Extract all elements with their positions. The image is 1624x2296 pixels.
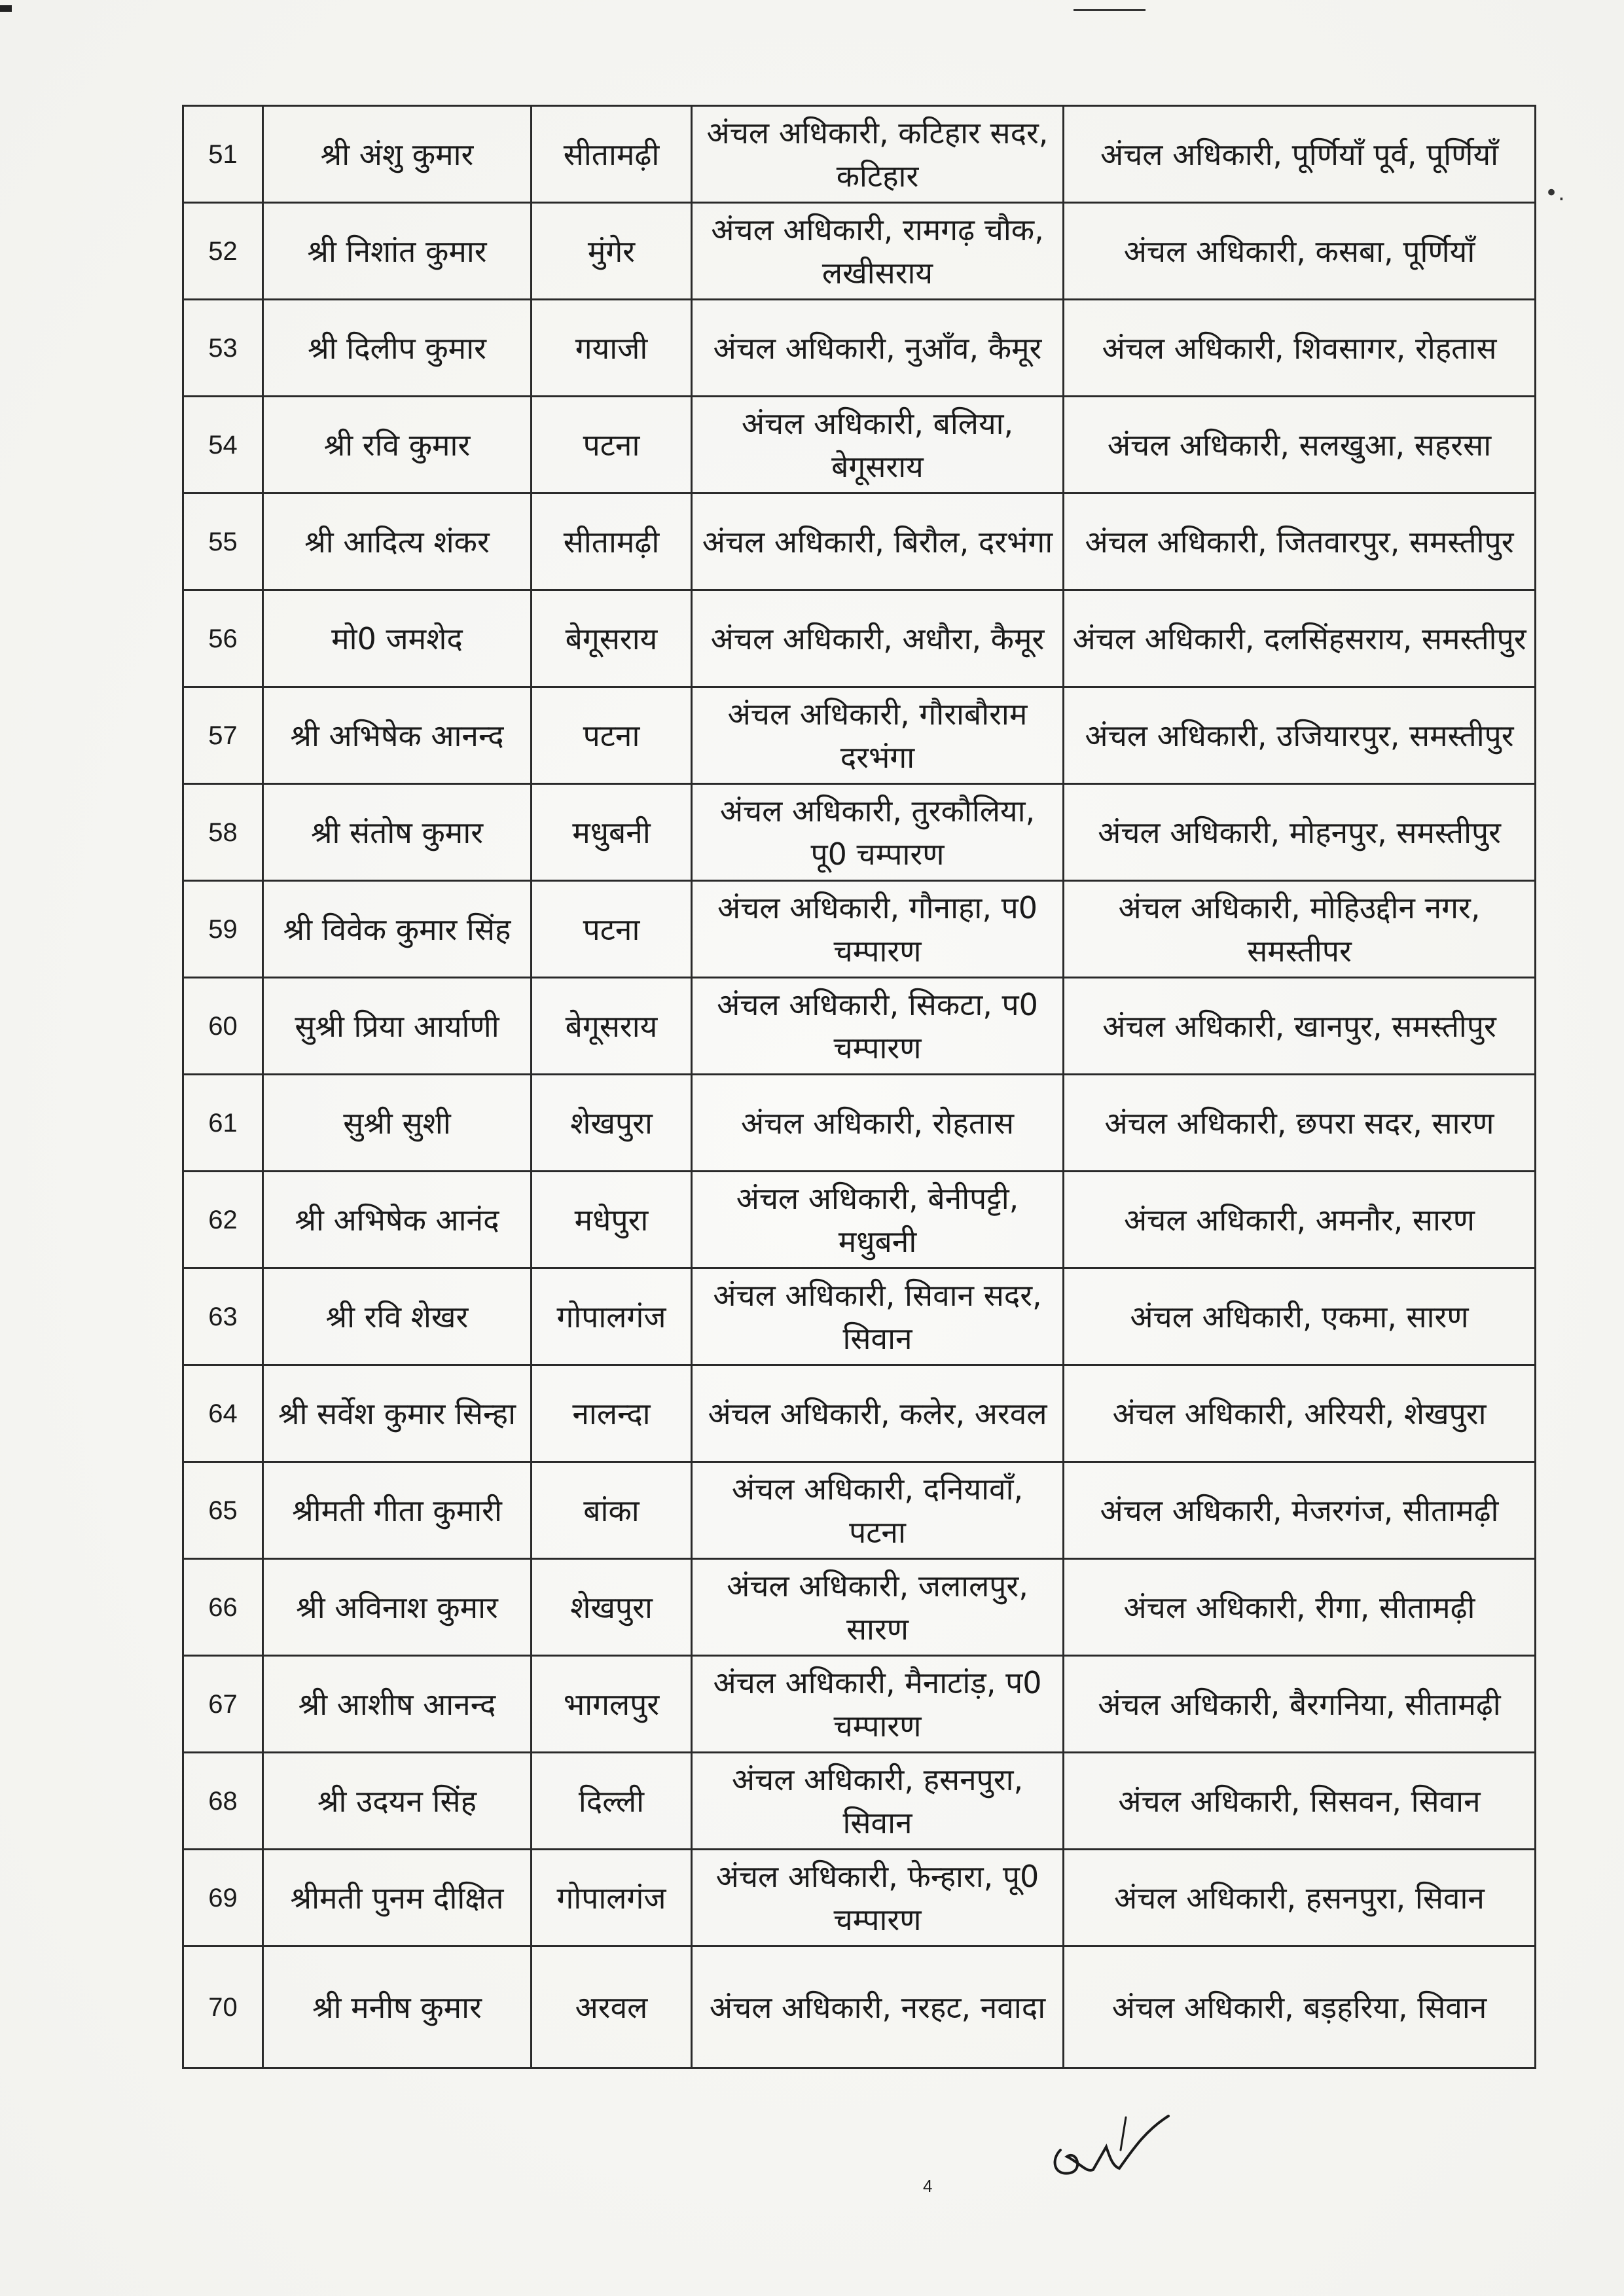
table-row xyxy=(183,1268,1536,1365)
home-district: गोपालगंज xyxy=(532,1850,692,1946)
home-district: शेखपुरा xyxy=(532,1075,692,1172)
table-row xyxy=(183,1172,1536,1268)
table-row xyxy=(183,590,1536,687)
table-row xyxy=(183,1656,1536,1753)
new-posting: अंचल अधिकारी, अमनौर, सारण xyxy=(1064,1172,1536,1268)
serial-number: 55 xyxy=(183,493,263,590)
serial-number: 57 xyxy=(183,687,263,784)
serial-number: 70 xyxy=(183,1946,263,2068)
home-district: पटना xyxy=(532,881,692,978)
table-row xyxy=(183,1075,1536,1172)
table-row xyxy=(183,784,1536,881)
table-row xyxy=(183,1462,1536,1559)
current-posting: अंचल अधिकारी, मैनाटांड़, प0 चम्पारण xyxy=(692,1656,1064,1753)
new-posting: अंचल अधिकारी, रीगा, सीतामढ़ी xyxy=(1064,1559,1536,1656)
current-posting: अंचल अधिकारी, गौनाहा, प0 चम्पारण xyxy=(692,881,1064,978)
serial-number: 68 xyxy=(183,1753,263,1850)
home-district: भागलपुर xyxy=(532,1656,692,1753)
table-row xyxy=(183,1850,1536,1946)
home-district: पटना xyxy=(532,397,692,493)
officer-name: सुश्री सुशी xyxy=(263,1075,532,1172)
table-row xyxy=(183,493,1536,590)
new-posting: अंचल अधिकारी, मोहिउद्दीन नगर, समस्तीपर xyxy=(1064,881,1536,978)
serial-number: 63 xyxy=(183,1268,263,1365)
new-posting: अंचल अधिकारी, शिवसागर, रोहतास xyxy=(1064,300,1536,397)
serial-number: 58 xyxy=(183,784,263,881)
current-posting: अंचल अधिकारी, हसनपुरा, सिवान xyxy=(692,1753,1064,1850)
new-posting: अंचल अधिकारी, दलसिंहसराय, समस्तीपुर xyxy=(1064,590,1536,687)
home-district: बेगूसराय xyxy=(532,590,692,687)
home-district: पटना xyxy=(532,687,692,784)
new-posting: अंचल अधिकारी, बड़हरिया, सिवान xyxy=(1064,1946,1536,2068)
officer-name: श्री आदित्य शंकर xyxy=(263,493,532,590)
new-posting: अंचल अधिकारी, जितवारपुर, समस्तीपुर xyxy=(1064,493,1536,590)
officer-name: श्री उदयन सिंह xyxy=(263,1753,532,1850)
serial-number: 64 xyxy=(183,1365,263,1462)
home-district: गोपालगंज xyxy=(532,1268,692,1365)
serial-number: 56 xyxy=(183,590,263,687)
new-posting: अंचल अधिकारी, मोहनपुर, समस्तीपुर xyxy=(1064,784,1536,881)
current-posting: अंचल अधिकारी, बिरौल, दरभंगा xyxy=(692,493,1064,590)
officer-name: श्री रवि कुमार xyxy=(263,397,532,493)
table-row xyxy=(183,106,1536,203)
page-number: 4 xyxy=(923,2176,933,2196)
home-district: गयाजी xyxy=(532,300,692,397)
officer-name: श्री मनीष कुमार xyxy=(263,1946,532,2068)
new-posting: अंचल अधिकारी, एकमा, सारण xyxy=(1064,1268,1536,1365)
current-posting: अंचल अधिकारी, सिकटा, प0 चम्पारण xyxy=(692,978,1064,1075)
new-posting: अंचल अधिकारी, सिसवन, सिवान xyxy=(1064,1753,1536,1850)
officer-name: श्री आशीष आनन्द xyxy=(263,1656,532,1753)
current-posting: अंचल अधिकारी, तुरकौलिया, पू0 चम्पारण xyxy=(692,784,1064,881)
current-posting: अंचल अधिकारी, कटिहार सदर, कटिहार xyxy=(692,106,1064,203)
officer-name: श्री दिलीप कुमार xyxy=(263,300,532,397)
home-district: मधेपुरा xyxy=(532,1172,692,1268)
table-row xyxy=(183,397,1536,493)
home-district: बांका xyxy=(532,1462,692,1559)
serial-number: 60 xyxy=(183,978,263,1075)
table-row xyxy=(183,203,1536,300)
new-posting: अंचल अधिकारी, अरियरी, शेखपुरा xyxy=(1064,1365,1536,1462)
serial-number: 52 xyxy=(183,203,263,300)
current-posting: अंचल अधिकारी, गौराबौराम दरभंगा xyxy=(692,687,1064,784)
current-posting: अंचल अधिकारी, सिवान सदर, सिवान xyxy=(692,1268,1064,1365)
current-posting: अंचल अधिकारी, जलालपुर, सारण xyxy=(692,1559,1064,1656)
current-posting: अंचल अधिकारी, दनियावाँ, पटना xyxy=(692,1462,1064,1559)
serial-number: 51 xyxy=(183,106,263,203)
scan-mark xyxy=(1074,9,1146,11)
table-row xyxy=(183,978,1536,1075)
table-row xyxy=(183,1559,1536,1656)
serial-number: 69 xyxy=(183,1850,263,1946)
home-district: मुंगेर xyxy=(532,203,692,300)
table-row xyxy=(183,1946,1536,2068)
officer-name: श्रीमती पुनम दीक्षित xyxy=(263,1850,532,1946)
officer-name: श्री अविनाश कुमार xyxy=(263,1559,532,1656)
serial-number: 66 xyxy=(183,1559,263,1656)
new-posting: अंचल अधिकारी, पूर्णियाँ पूर्व, पूर्णियाँ xyxy=(1064,106,1536,203)
transfer-table xyxy=(182,105,1536,2069)
officer-name: श्री विवेक कुमार सिंह xyxy=(263,881,532,978)
home-district: अरवल xyxy=(532,1946,692,2068)
table-row xyxy=(183,881,1536,978)
serial-number: 61 xyxy=(183,1075,263,1172)
serial-number: 53 xyxy=(183,300,263,397)
serial-number: 65 xyxy=(183,1462,263,1559)
table-row xyxy=(183,687,1536,784)
home-district: सीतामढ़ी xyxy=(532,106,692,203)
table-row xyxy=(183,1753,1536,1850)
new-posting: अंचल अधिकारी, खानपुर, समस्तीपुर xyxy=(1064,978,1536,1075)
officer-name: श्री सर्वेश कुमार सिन्हा xyxy=(263,1365,532,1462)
officer-name: सुश्री प्रिया आर्याणी xyxy=(263,978,532,1075)
new-posting: अंचल अधिकारी, बैरगनिया, सीतामढ़ी xyxy=(1064,1656,1536,1753)
table-row xyxy=(183,300,1536,397)
scan-mark xyxy=(0,5,12,12)
new-posting: अंचल अधिकारी, उजियारपुर, समस्तीपुर xyxy=(1064,687,1536,784)
serial-number: 67 xyxy=(183,1656,263,1753)
officer-name: मो0 जमशेद xyxy=(263,590,532,687)
home-district: शेखपुरा xyxy=(532,1559,692,1656)
new-posting: अंचल अधिकारी, हसनपुरा, सिवान xyxy=(1064,1850,1536,1946)
new-posting: अंचल अधिकारी, कसबा, पूर्णियाँ xyxy=(1064,203,1536,300)
new-posting: अंचल अधिकारी, सलखुआ, सहरसा xyxy=(1064,397,1536,493)
home-district: मधुबनी xyxy=(532,784,692,881)
current-posting: अंचल अधिकारी, रामगढ़ चौक, लखीसराय xyxy=(692,203,1064,300)
current-posting: अंचल अधिकारी, कलेर, अरवल xyxy=(692,1365,1064,1462)
officer-name: श्री अभिषेक आनन्द xyxy=(263,687,532,784)
scan-specks: •. xyxy=(1545,180,1565,206)
home-district: दिल्ली xyxy=(532,1753,692,1850)
home-district: नालन्दा xyxy=(532,1365,692,1462)
officer-name: श्री अभिषेक आनंद xyxy=(263,1172,532,1268)
home-district: बेगूसराय xyxy=(532,978,692,1075)
table-row xyxy=(183,1365,1536,1462)
serial-number: 59 xyxy=(183,881,263,978)
serial-number: 62 xyxy=(183,1172,263,1268)
current-posting: अंचल अधिकारी, नुआँव, कैमूर xyxy=(692,300,1064,397)
current-posting: अंचल अधिकारी, बलिया, बेगूसराय xyxy=(692,397,1064,493)
current-posting: अंचल अधिकारी, फेन्हारा, पू0 चम्पारण xyxy=(692,1850,1064,1946)
officer-name: श्री अंशु कुमार xyxy=(263,106,532,203)
serial-number: 54 xyxy=(183,397,263,493)
home-district: सीतामढ़ी xyxy=(532,493,692,590)
current-posting: अंचल अधिकारी, बेनीपट्टी, मधुबनी xyxy=(692,1172,1064,1268)
current-posting: अंचल अधिकारी, नरहट, नवादा xyxy=(692,1946,1064,2068)
handwritten-signature xyxy=(1047,2111,1172,2183)
officer-name: श्री रवि शेखर xyxy=(263,1268,532,1365)
current-posting: अंचल अधिकारी, रोहतास xyxy=(692,1075,1064,1172)
officer-name: श्रीमती गीता कुमारी xyxy=(263,1462,532,1559)
new-posting: अंचल अधिकारी, छपरा सदर, सारण xyxy=(1064,1075,1536,1172)
officer-name: श्री निशांत कुमार xyxy=(263,203,532,300)
officer-name: श्री संतोष कुमार xyxy=(263,784,532,881)
current-posting: अंचल अधिकारी, अधौरा, कैमूर xyxy=(692,590,1064,687)
new-posting: अंचल अधिकारी, मेजरगंज, सीतामढ़ी xyxy=(1064,1462,1536,1559)
